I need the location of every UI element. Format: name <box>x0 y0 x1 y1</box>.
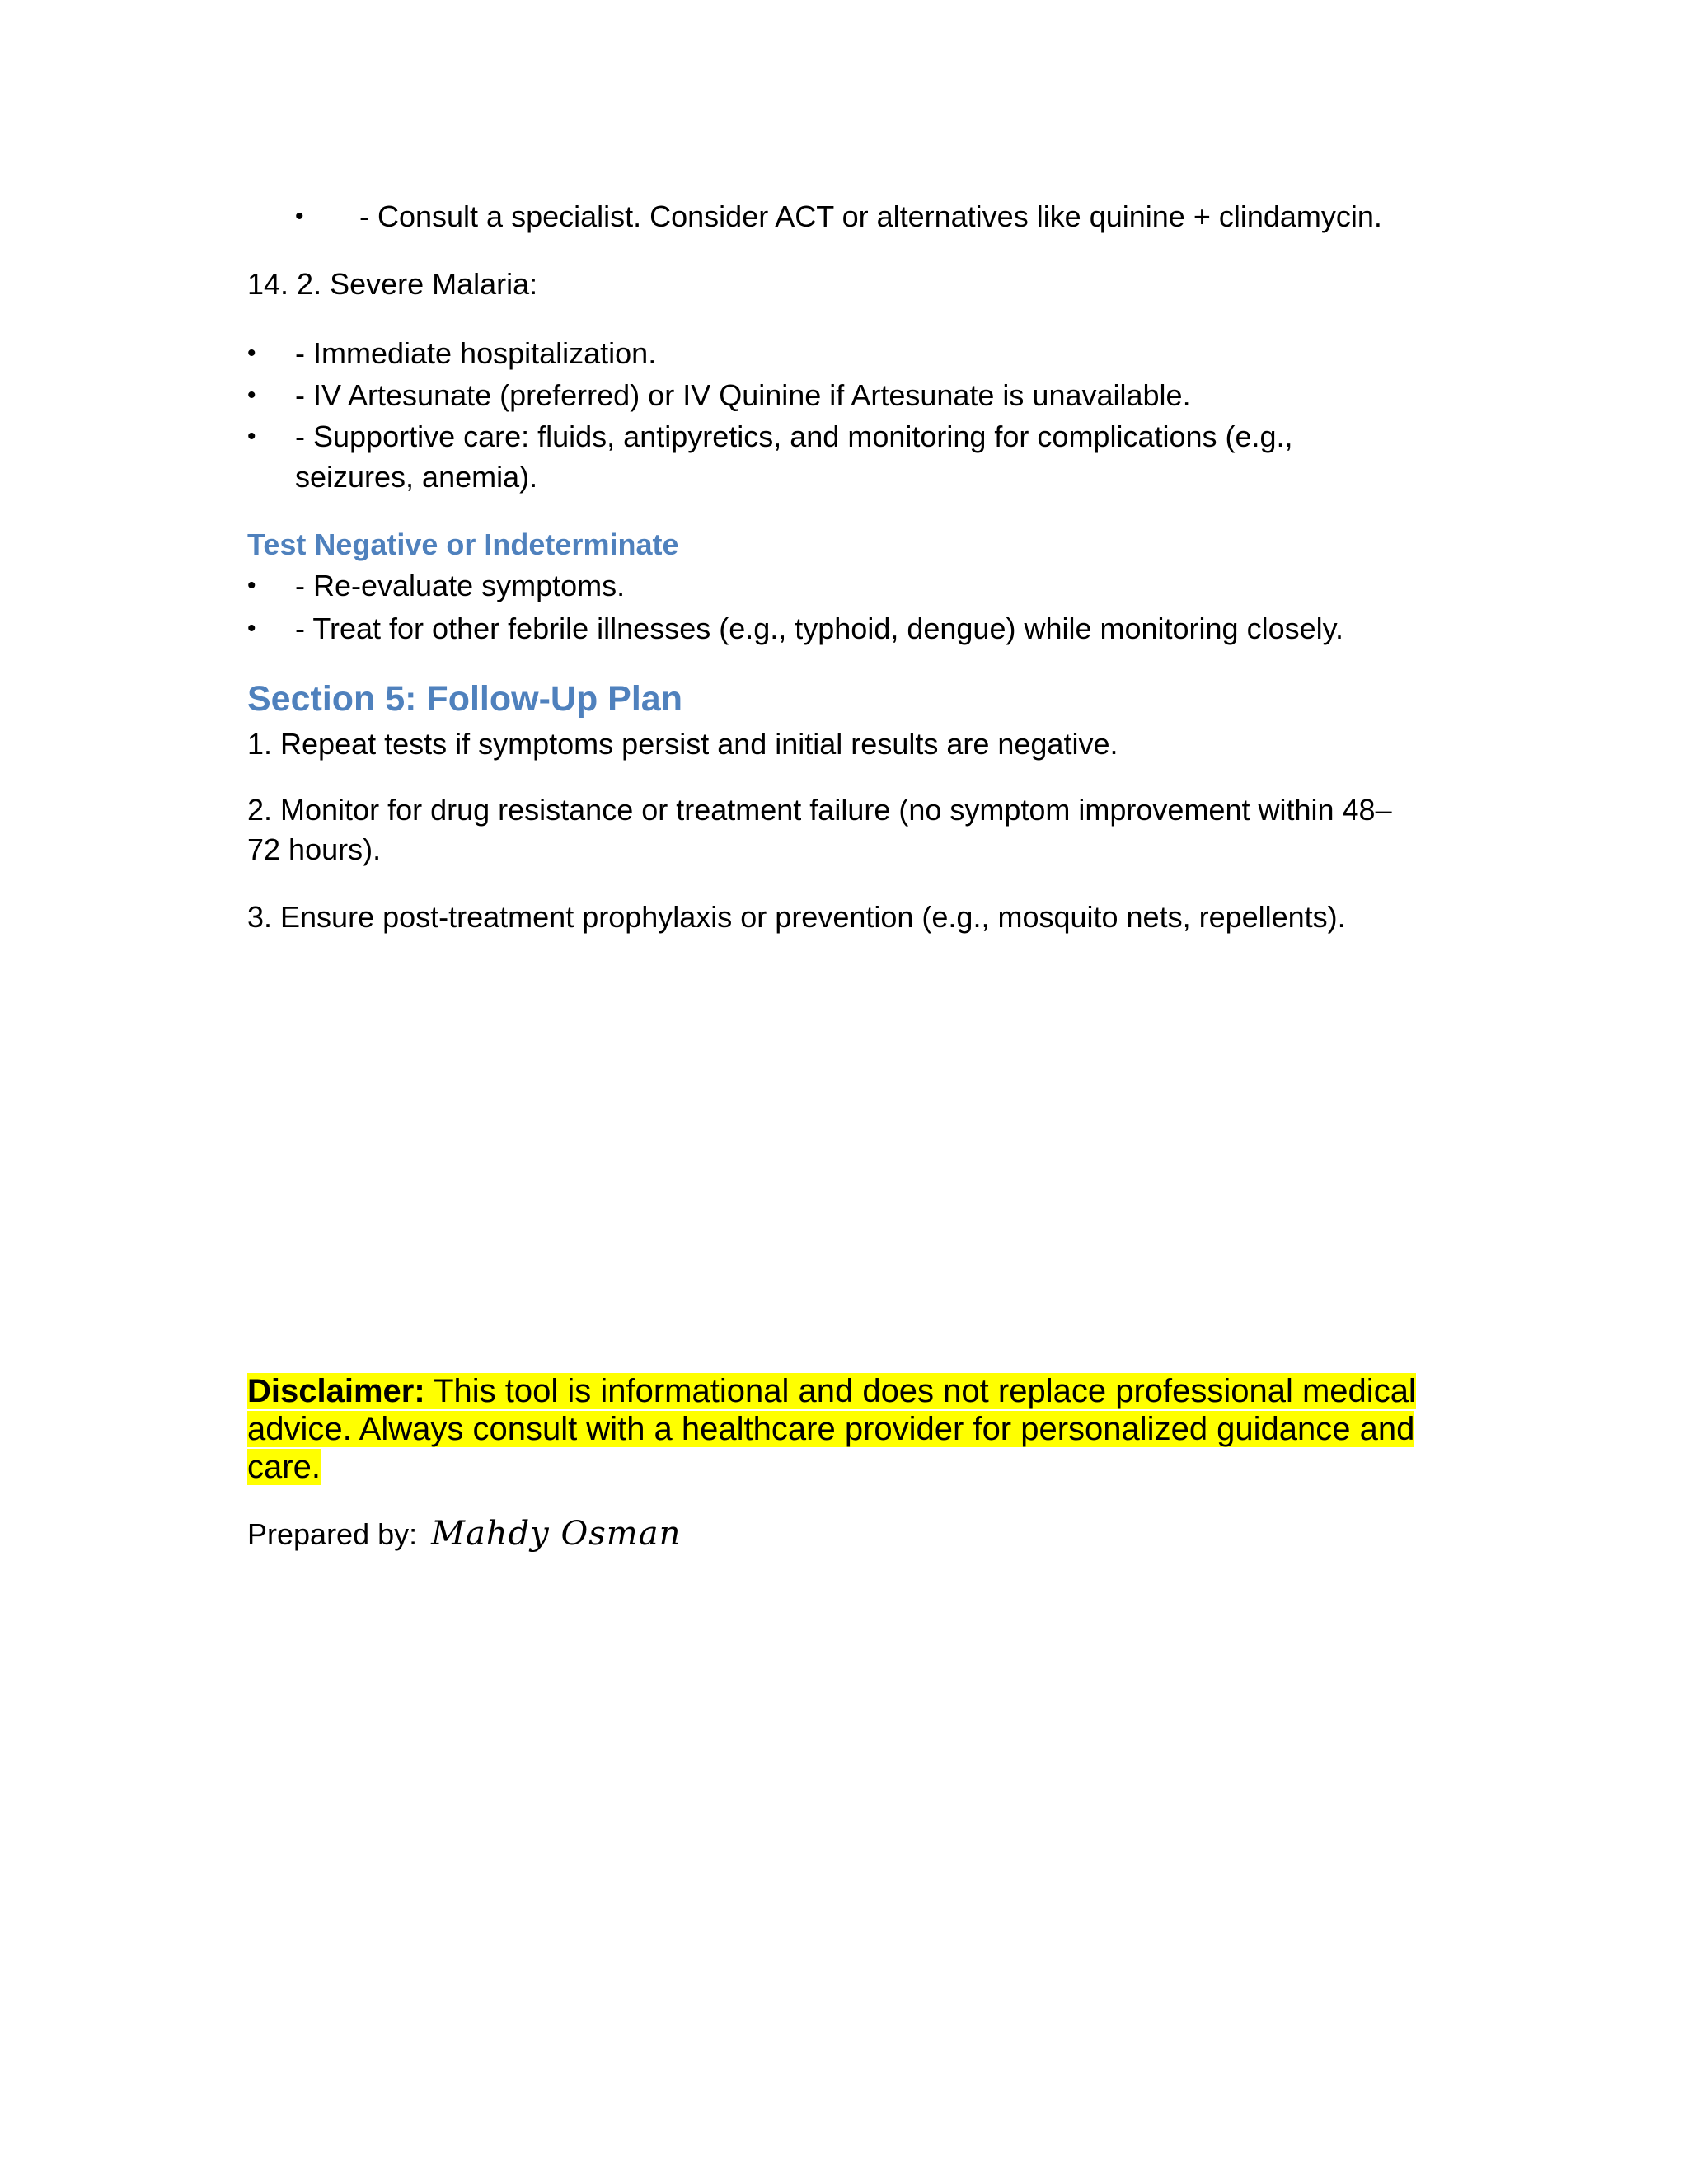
list-item: - Treat for other febrile illnesses (e.g., typhoid, dengue) while monitoring closely. <box>295 612 1343 645</box>
signature: Mahdy Osman <box>431 1515 682 1553</box>
section-heading: Section 5: Follow-Up Plan <box>247 679 682 719</box>
numbered-item-continuation: 72 hours). <box>247 832 382 866</box>
disclaimer-text: This tool is informational and does not replace professional medical advice. Always consult with a healthcare provider for personalized guidance and care. <box>247 1373 1416 1485</box>
list-item: - IV Artesunate (preferred) or IV Quinine if Artesunate is unavailable. <box>295 378 1191 412</box>
bullet-dot: • <box>247 382 256 409</box>
bullet-dot: • <box>295 203 304 230</box>
list-item: - Supportive care: fluids, antipyretics, and monitoring for complications (e.g., <box>295 419 1293 453</box>
prepared-by-label: Prepared by: <box>247 1517 418 1551</box>
subheading: Test Negative or Indeterminate <box>247 527 679 561</box>
bullet-dot: • <box>247 423 256 450</box>
bullet-dot: • <box>247 615 256 642</box>
bullet-dot: • <box>247 340 256 367</box>
numbered-heading: 14. 2. Severe Malaria: <box>247 267 538 301</box>
disclaimer-highlight <box>247 1373 1416 1485</box>
numbered-item: 2. Monitor for drug resistance or treatment failure (no symptom improvement within 48– <box>247 793 1392 827</box>
numbered-item: 3. Ensure post-treatment prophylaxis or prevention (e.g., mosquito nets, repellents). <box>247 900 1346 934</box>
bullet-dot: • <box>247 572 256 599</box>
list-item: - Re-evaluate symptoms. <box>295 569 626 602</box>
disclaimer <box>247 1372 1418 1486</box>
list-item: - Immediate hospitalization. <box>295 336 657 370</box>
list-item: - Consult a specialist. Consider ACT or alternatives like quinine + clindamycin. <box>359 199 1382 233</box>
disclaimer-label: Disclaimer: <box>247 1373 425 1409</box>
numbered-item: 1. Repeat tests if symptoms persist and initial results are negative. <box>247 727 1118 761</box>
list-item-continuation: seizures, anemia). <box>295 460 538 494</box>
